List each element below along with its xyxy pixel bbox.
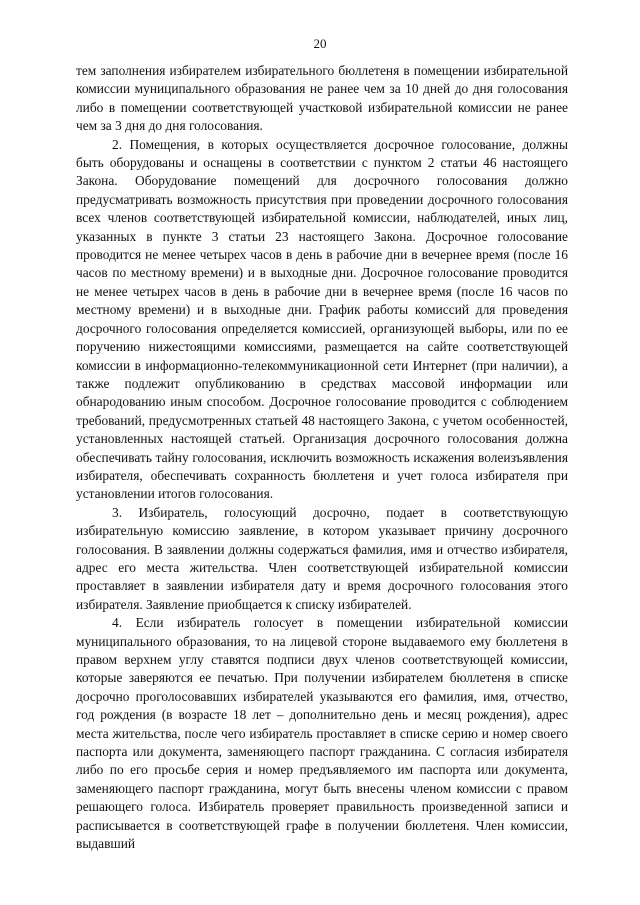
page-number: 20 (313, 36, 327, 51)
paragraph-2: 2. Помещения, в которых осуществляется досрочное голосование, должны быть оборудованы и оснащены в соответствии с пунктом 2 статьи 46 настоящего Закона. Оборудование помещений для досрочного голосования должно предусматривать возможность присутствия при проведении досрочного голосования всех членов соответствующей избирательной комиссии, наблюдателей, иных лиц, указанных в пункте 3 статьи 23 настоящего Закона. Досрочное голосование проводится не менее четырех часов в день в рабочие дни в вечернее время (после 16 часов по местному времени) и в выходные дни. Досрочное голосование проводится не менее четырех часов в день в рабочие дни в вечернее время (после 16 часов по местному времени) и в выходные дни. График работы комиссий для проведения досрочного голосования определяется комиссией, организующей выборы, или по ее поручению нижестоящими комиссиями, размещается на сайте соответствующей комиссии в информационно-телекоммуникационной сети Интернет (при наличии), а также подлежит опубликованию в средствах массовой информации или обнародованию иным способом. Досрочное голосование проводится с соблюдением требований, предусмотренных статьей 48 настоящего Закона, с учетом особенностей, установленных настоящей статьей. Организация досрочного голосования должна обеспечивать тайну голосования, исключить возможность искажения волеизъявления избирателя, обеспечивать сохранность бюллетеня и учет голоса избирателя при установлении итогов голосования. (76, 136, 568, 502)
document-body (76, 62, 568, 853)
paragraph-continuation: тем заполнения избирателем избирательного бюллетеня в помещении избирательной комиссии муниципального образования не ранее чем за 10 дней до дня голосования либо в помещении соответствующей участковой избирательной комиссии не ранее чем за 3 дня до дня голосования. (76, 63, 568, 134)
paragraph-3: 3. Избиратель, голосующий досрочно, подает в соответствующую избирательную комиссию заявление, в котором указывает причину досрочного голосования. В заявлении должны содержаться фамилия, имя и отчество избирателя, адрес его места жительства. Член соответствующей избирательной комиссии проставляет в заявлении избирателя дату и время досрочного голосования этого избирателя. Заявление приобщается к списку избирателей. (76, 504, 568, 612)
paragraph-4: 4. Если избиратель голосует в помещении избирательной комиссии муниципального образования, то на лицевой стороне выдаваемого ему бюллетеня в правом верхнем углу ставятся подписи двух членов соответствующей комиссии, которые заверяются ее печатью. При получении избирателем бюллетеня в списке досрочно проголосовавших избирателей указываются его фамилия, имя, отчество, год рождения (в возрасте 18 лет – дополнительно день и месяц рождения), адрес места жительства, после чего избиратель проставляет в списке серию и номер своего паспорта или документа, заменяющего паспорт гражданина. С согласия избирателя либо по его просьбе серия и номер предъявляемого им паспорта или документа, заменяющего паспорт гражданина, могут быть внесены членом комиссии с правом решающего голоса. Избиратель проверяет правильность произведенной записи и расписывается в соответствующей графе в получении бюллетеня. Член комиссии, выдавший (76, 615, 568, 852)
